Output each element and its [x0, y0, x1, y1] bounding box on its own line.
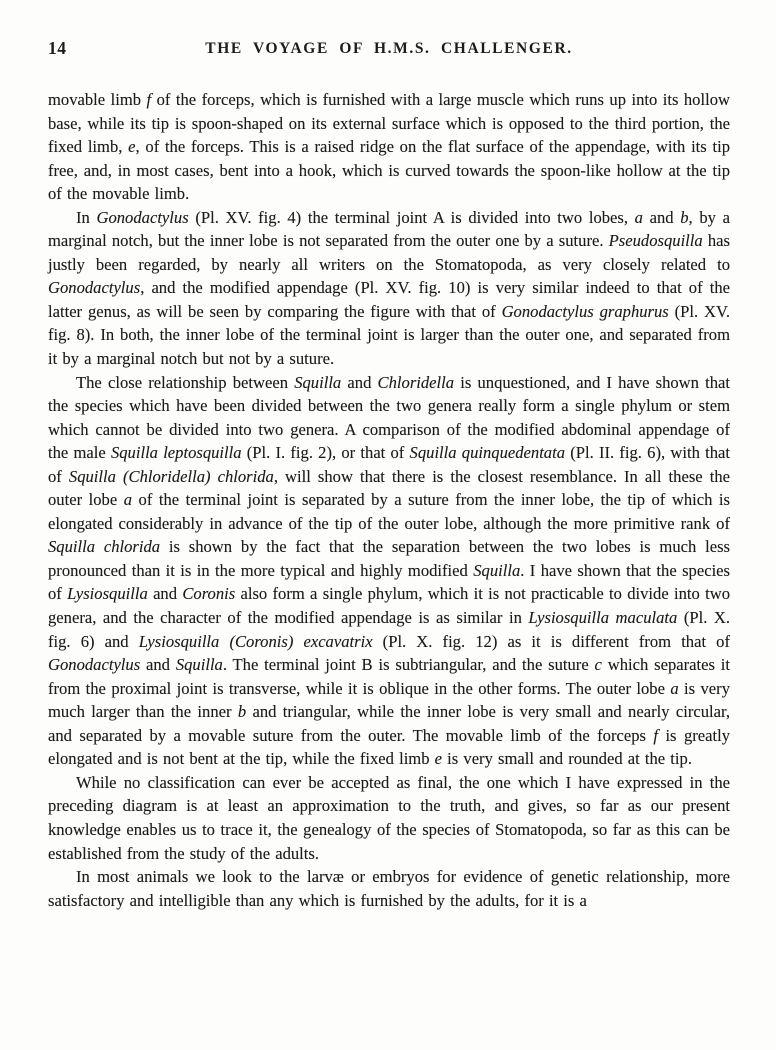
text: has justly been regarded, by nearly all writers on the Stomatopoda, as very closely related to: [48, 231, 730, 274]
page-number: 14: [48, 38, 67, 58]
italic-text: Pseudosquilla: [608, 231, 703, 251]
running-title: THE VOYAGE OF H.M.S. CHALLENGER.: [205, 40, 573, 57]
italic-text: Gonodactylus: [48, 278, 141, 298]
text: is very small and rounded at the tip.: [442, 749, 692, 769]
text: and: [147, 584, 183, 604]
italic-text: e: [128, 137, 136, 157]
italic-text: Gonodactylus graphurus: [501, 301, 669, 321]
italic-text: Gonodactylus: [48, 655, 141, 675]
text: (Pl. XV. fig. 4) the terminal joint A is divided into two lobes,: [188, 207, 635, 227]
italic-text: Squilla: [294, 372, 342, 392]
text: (Pl. XV. fig. 8). In both, the inner lobe of the terminal joint is larger than the outer one, and separated from it by a marginal notch but not by a suture.: [48, 301, 730, 369]
text: , will show that there is the closest resemblance. In all these the outer lobe: [48, 466, 730, 510]
text: (Pl. X. fig. 12) as it is different from that of: [372, 631, 731, 651]
text: and: [642, 207, 681, 227]
paragraph: [48, 371, 730, 771]
text: In most animals we look to the larvæ or embryos for evidence of genetic relationship, more satisfactory and intelligible than any which is furnished by the adults, for it is a: [48, 867, 730, 910]
italic-text: f: [146, 90, 152, 109]
italic-text: Gonodactylus: [96, 207, 189, 227]
italic-text: Squilla: [473, 560, 521, 580]
paragraph: [48, 206, 730, 371]
text: of the forceps, which is furnished with a large muscle which runs up into its hollow base, while its tip is spoon-shaped on its external surface which is opposed to the third portion, the fixed limb,: [48, 90, 730, 157]
text: is shown by the fact that the separation between the two lobes is much less pronounced than it is in the more typical and highly modified: [48, 537, 730, 580]
text: and triangular, while the inner lobe is very small and nearly circular, and separated by a movable suture from the outer. The movable limb of the forceps: [48, 702, 730, 745]
text: is unquestioned, and I have shown that the species which have been divided between the two genera really form a single phylum or stem which cannot be divided into two genera. A comparison of the modified abdominal appendage of the male: [48, 372, 730, 463]
paragraph: [48, 865, 730, 912]
italic-text: c: [594, 655, 602, 675]
text: and: [140, 655, 176, 675]
text: (Pl. I. fig. 2), or that of: [241, 443, 410, 463]
text: . I have shown that the species of: [48, 560, 731, 604]
paragraph: [48, 88, 730, 206]
text: The close relationship between: [76, 372, 295, 392]
text: . The terminal joint B is subtriangular, and the suture: [222, 655, 595, 675]
text: In: [76, 207, 97, 227]
italic-text: b: [680, 207, 689, 227]
italic-text: b: [237, 702, 247, 722]
italic-text: a: [670, 678, 679, 698]
text: also form a single phylum, which it is not practicable to divide into two genera, and the character of the modified appendage is as similar in: [48, 584, 730, 628]
italic-text: Lysiosquilla: [67, 584, 148, 604]
running-head: [48, 38, 730, 60]
italic-text: f: [653, 725, 659, 745]
text: is greatly elongated and is not bent at the tip, while the fixed limb: [48, 725, 731, 769]
paragraph: [48, 771, 730, 865]
text: , and the modified appendage (Pl. XV. fig. 10) is very similar indeed to that of the latter genus, as will be seen by comparing the figure with that of: [48, 278, 730, 321]
text: which separates it from the proximal joint is transverse, while it is oblique in the other forms. The outer lobe: [48, 655, 730, 698]
text: , by a marginal notch, but the inner lobe is not separated from the outer one by a suture.: [48, 207, 730, 251]
italic-text: Squilla (Chloridella) chlorida: [68, 466, 274, 486]
italic-text: Squilla quinquedentata: [409, 443, 566, 463]
italic-text: Chloridella: [377, 372, 455, 392]
italic-text: Squilla chlorida: [48, 537, 161, 557]
italic-text: a: [634, 207, 643, 227]
italic-text: a: [123, 490, 133, 510]
italic-text: Squilla: [175, 655, 223, 675]
italic-text: e: [434, 749, 443, 769]
text: is very much larger than the inner: [48, 678, 730, 722]
italic-text: Lysiosquilla maculata: [528, 608, 678, 628]
text: (Pl. II. fig. 6), with that of: [48, 443, 730, 486]
page-body: [48, 88, 730, 912]
text: (Pl. X. fig. 6) and: [48, 608, 730, 651]
text: of the terminal joint is separated by a suture from the inner lobe, the tip of which is elongated considerably in advance of the tip of the outer lobe, although the more primitive rank of: [48, 490, 730, 533]
italic-text: Lysiosquilla (Coronis) excavatrix: [138, 631, 373, 651]
italic-text: Coronis: [182, 584, 236, 604]
text: While no classification can ever be accepted as final, the one which I have expressed in the preceding diagram is at least an approximation to the truth, and gives, so far as our present knowledge enables us to trace it, the genealogy of the species of Stomatopoda, so far as this can be established from the study of the adults.: [48, 772, 730, 863]
italic-text: Squilla leptosquilla: [110, 443, 242, 463]
text: and: [341, 372, 378, 392]
text: movable limb: [48, 90, 147, 109]
text: , of the forceps. This is a raised ridge on the flat surface of the appendage, with its tip free, and, in most cases, bent into a hook, which is curved towards the spoon-like hollow at the tip of the movable limb.: [48, 137, 731, 204]
